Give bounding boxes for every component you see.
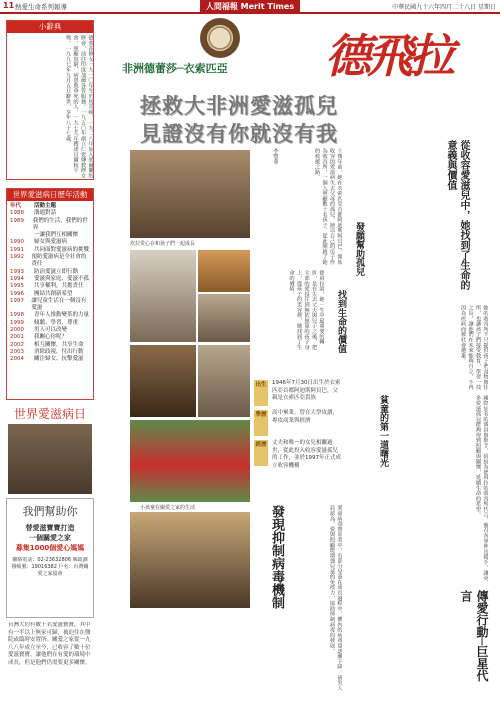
article-body-d: 她的收容所不只提供孩子們食物與住所，也讓孩子們接受教育，學習一技之長，讓他們在未來能夠自立，不再因為疾病而被社會遺棄。 <box>459 305 488 390</box>
help-box <box>6 498 94 618</box>
history-theme: 男人可以改變 <box>34 327 68 334</box>
help-contact: 聯絡電話：02-23632806 郵政劃撥帳號：19016382 戶名：台灣關愛之家協會 <box>11 557 89 577</box>
world-aids-day-heading: 世界愛滋病日 <box>13 407 86 421</box>
history-theme: 防治愛滋立即行動 <box>34 268 79 275</box>
help-title: 我們幫助你 <box>22 505 78 518</box>
calligraphy-title: 德飛拉 <box>325 29 451 83</box>
history-year: 1992 <box>10 254 24 261</box>
history-year: 1998 <box>10 312 24 319</box>
thumb-photo-2 <box>198 294 250 342</box>
article-body-c: 愛滋病毒帶原者中，有部分兒童在成長過程中，體內的病毒量逐漸下降。研究人員認為，愛與照顧能增強兒童的免疫力，協助抑制病毒的發展。 <box>328 505 342 691</box>
history-title: 世界愛滋病日歷年活動 <box>7 189 93 201</box>
history-row <box>10 298 90 313</box>
history-row <box>10 320 90 327</box>
history-theme: 青年人推動變革的力量 <box>34 312 90 319</box>
history-year: 1991 <box>10 246 24 253</box>
history-row <box>10 254 90 269</box>
history-year: 1999 <box>10 319 24 326</box>
info-birth: 1946年7月30日出生於衣索匹亞首都阿迪斯阿貝巴，父親是衣索匹亞貴族 <box>272 380 341 401</box>
history-theme: 一讓我們互相關懷 <box>34 232 79 239</box>
help-line-2: 一個關愛之家 <box>29 534 71 542</box>
history-theme: 預防愛滋病是全社會的責任 <box>31 254 87 268</box>
history-theme: 讓兒童生活在一個沒有愛滋 <box>31 297 87 312</box>
history-theme: 團結共創新希望 <box>34 290 73 297</box>
history-year: 2000 <box>10 327 24 334</box>
bottom-note: 台灣大約有數十名愛滋寶寶，其中有一半以上無家可歸，被迫住在醫院或臨時安置所。關愛之家從一九八八年成立至今，已收容了數十位愛滋寶寶，讓他們在有愛的環境中成長，但是他們仍需要更多關懷。 <box>8 622 91 666</box>
history-year: 2004 <box>10 356 24 363</box>
photo-caption-1: 坎拉愛心在和孩子們一起成長 <box>130 241 196 247</box>
info-education: 高中畢業，曾在大學攻讀，專攻商業與經濟 <box>272 410 339 424</box>
children-classroom-photo <box>130 512 250 608</box>
thumb-photo-1 <box>198 250 250 292</box>
history-theme: 消除歧視，付出行動 <box>34 348 84 355</box>
help-line-3: 募集1000個愛心媽媽 <box>15 544 85 552</box>
group-photo <box>130 150 250 238</box>
history-theme: 愛滋與家庭、愛滋不孤 <box>34 275 90 282</box>
info-label-birth: 出生 <box>254 380 268 406</box>
history-theme: 傾聽、學習、尊重 <box>34 319 79 326</box>
page-number: 11 <box>3 1 15 10</box>
lead-heading: 從收容愛滋兒中，她找到了生命的意義與價值 <box>445 140 469 290</box>
history-year: 2002 <box>10 341 24 348</box>
history-theme: 共同面對愛滋病的挑戰 <box>34 246 90 253</box>
history-year: 1993 <box>10 268 24 275</box>
info-career: 丈夫和唯一的女兒相繼過世，從此投入收容愛滋孤兒的工作，並於1997年正式成立收容機構 <box>272 440 341 469</box>
children-team-photo <box>130 420 250 502</box>
child-photo <box>130 250 196 342</box>
history-year: 1996 <box>10 290 24 297</box>
byline: 李鄂華 <box>272 148 278 165</box>
history-row <box>10 210 90 217</box>
history-theme: 我關心你呢？ <box>34 334 68 341</box>
thumb-photo-3 <box>198 345 250 417</box>
headline-line-2: 見證沒有你就沒有我 <box>140 121 338 146</box>
article-body-e: 國際知名的演員與歌手，紛紛為德飛拉的收容所代言，號召各界伸出援手，讓更多愛滋孤兒能夠得到照顧與關懷，延續生命的希望。 <box>474 395 488 581</box>
dictionary-title: 小辭典 <box>7 21 93 33</box>
history-theme: 共享權利，共擔責任 <box>34 283 84 290</box>
heading-d: 貧童的第一道曙光 <box>378 395 388 467</box>
history-year: 2003 <box>10 348 24 355</box>
history-row <box>10 342 90 349</box>
series-name: 熱愛生命系列報導 <box>15 3 67 11</box>
history-theme: 我們的生活，我們的世界 <box>32 217 88 231</box>
history-row <box>10 269 90 276</box>
info-label-career: 經歷 <box>254 440 268 466</box>
history-row <box>10 291 90 298</box>
history-header-theme: 活動主題 <box>34 203 57 209</box>
history-year <box>10 232 34 239</box>
history-year: 1997 <box>10 297 24 304</box>
heading-c: 發現抑制病毒機制 <box>269 505 284 609</box>
ribbon-photo <box>8 424 92 494</box>
subtitle: 非洲德蕾莎─衣索匹亞 <box>122 62 228 75</box>
history-table <box>7 201 93 366</box>
headline-line-1: 拯救大非洲愛滋孤兒 <box>140 93 338 118</box>
history-theme: 相互關懷，共享生命 <box>34 341 84 348</box>
history-theme: 關注婦女、抗擊愛滋 <box>34 356 84 363</box>
photo-caption-2: 小孩童在關愛之家的生活 <box>140 505 196 511</box>
history-header-year: 年代 <box>10 203 22 209</box>
history-row <box>10 239 90 246</box>
article-body-b: 德飛拉說，她一生中最重要的轉折，是在失去丈夫與兒子之後，把全部的愛投注到無依無靠的孩子身上，從孩子的笑容裡，她找到了生命的價值。 <box>288 270 324 350</box>
history-year: 1990 <box>10 239 24 246</box>
article-body-a: 十幾年前，她在衣索匹亞首都阿迪斯阿貝巴，開始收容因愛滋病失去父母的孤兒。她以自己的房子作為收容所，一個人照顧數十名孩子，從此開啟了她的救援之路。 <box>313 148 342 265</box>
history-row <box>10 356 90 363</box>
history-year: 1994 <box>10 275 24 282</box>
heading-a: 發願幫助孤兒 <box>354 222 364 276</box>
history-year: 1995 <box>10 283 24 290</box>
founder-portrait <box>130 345 196 417</box>
history-row <box>10 218 90 233</box>
history-row <box>10 312 90 319</box>
dictionary-text: 德蕾莎修女一九一〇年生於馬其頓，一九二八年加入愛爾蘭的修會，前往印度加爾各答服務。一九五〇年創立仁愛傳教修女會，照顧貧窮、病患與垂死的人。一九七九年獲諾貝爾和平獎。一九九七年九月五日辭世，享年八十七歲。 <box>64 35 93 179</box>
heading-e: 傳愛行動─巨星代言 <box>459 590 489 682</box>
history-box <box>6 188 94 400</box>
dictionary-box <box>6 20 94 180</box>
masthead: 人間福報 Merit Times <box>200 0 300 14</box>
organization-logo <box>200 18 240 58</box>
history-row <box>10 247 90 254</box>
heading-b: 找到生命的價值 <box>336 290 346 353</box>
history-year: 1988 <box>10 210 24 217</box>
info-label-education: 學歷 <box>254 410 268 436</box>
history-theme: 婦女與愛滋病 <box>34 239 68 246</box>
issue-date: 中華民國九十六年四月二十八日 星期日 <box>392 4 496 11</box>
history-row <box>10 334 90 341</box>
history-year: 2001 <box>10 334 24 341</box>
history-year: 1989 <box>10 217 24 224</box>
help-line-1: 替愛滋寶寶打造 <box>25 524 75 532</box>
history-theme: 溝通對話 <box>34 210 57 217</box>
history-row <box>10 283 90 290</box>
